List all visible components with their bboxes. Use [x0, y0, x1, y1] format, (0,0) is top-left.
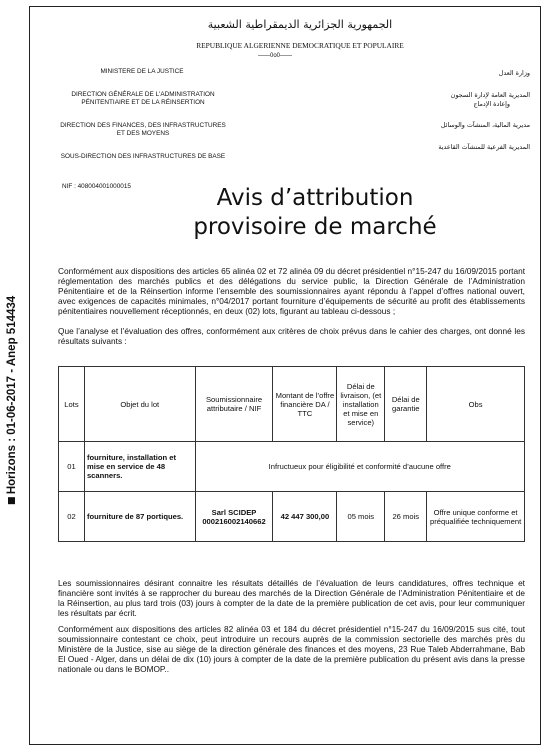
- french-title: REPUBLIQUE ALGERIENNE DEMOCRATIQUE ET POPULAIRE: [196, 41, 404, 50]
- header-delai-livraison: Délai de livraison, (et installation et mise en service): [337, 367, 385, 442]
- title-line-2: provisoire de marché: [193, 214, 437, 240]
- title-line-1: Avis d’attribution: [216, 185, 414, 211]
- paragraph-appeal: Conformément aux dispositions des articles 82 alinéa 03 et 184 du décret présidentiel n°15-247 du 16/09/2015 sus cité, tout soumissionnaire contestant ce choix, peut introduire un recours auprès de la commission sectorielle des marchés près du Ministère de la Justice, sise au siège de la direction générale des finances et des moyens, 23 Rue Taleb Abderrahmane, Bab El Oued - Alger, dans un délai de dix (10) jours à compter de la date de la première publication du présent avis dans la presse nationale ou dans le BOMOP..: [58, 624, 525, 674]
- square-icon: [8, 497, 15, 504]
- lot-number: 01: [59, 442, 85, 492]
- warranty-time: 26 mois: [385, 492, 427, 542]
- direction-finances-fr-1: DIRECTION DES FINANCES, DES INFRASTRUCTURES: [60, 122, 226, 129]
- sub-direction-ar: المديرية الفرعية للمنشآت القاعدية: [438, 143, 530, 151]
- header-soumissionnaire: Soumissionnaire attributaire / NIF: [195, 367, 273, 442]
- results-table: [58, 366, 525, 542]
- lot-object: fourniture de 87 portiques.: [84, 492, 195, 542]
- lot-number: 02: [59, 492, 85, 542]
- paragraph-results: Que l’analyse et l’évaluation des offres, conformément aux critères de choix prévus dans le cahier des charges, ont donné les résultats suivants :: [58, 326, 525, 346]
- offer-amount: 42 447 300,00: [273, 492, 337, 542]
- header-delai-garantie: Délai de garantie: [385, 367, 427, 442]
- table-header-row: [59, 367, 525, 442]
- header-objet: Objet du lot: [84, 367, 195, 442]
- observation: Offre unique conforme et préqualifiée techniquement: [427, 492, 525, 542]
- direction-finances-ar: مديرية المالية، المنشآت والوسائل: [440, 121, 530, 129]
- direction-finances-fr-2: ET DES MOYENS: [116, 130, 170, 137]
- awardee: [195, 492, 273, 542]
- header-lots: Lots: [59, 367, 85, 442]
- direction-general-ar-1: المديرية العامة لإدارة السجون: [450, 91, 530, 99]
- side-label-text: Horizons : 01-06-2017 - Anep 514434: [6, 295, 18, 495]
- delivery-time: 05 mois: [337, 492, 385, 542]
- ministry-ar: وزارة العدل: [498, 69, 530, 77]
- side-label: [0, 250, 24, 550]
- ministry-fr: MINISTERE DE LA JUSTICE: [100, 68, 184, 75]
- direction-general-ar-2: وإعادة الإدماج: [473, 100, 510, 108]
- notice-title: [170, 184, 460, 242]
- awardee-nif: 000216002140662: [202, 516, 266, 526]
- paragraph-details: Les soumissionnaires désirant connaitre les résultats détaillés de l’évaluation de leurs candidatures, offres technique et financière sont invités à se rapprocher du bureau des marchés de la Direction Générale de l’Administration Pénitentiaire et de la Réinsertion, au plus tard trois (03) jours à compter de la date de la première publication de cet avis, pour leur communiquer les résultats par écrit.: [58, 578, 525, 618]
- table-row: [59, 442, 525, 492]
- arabic-title: الجمهورية الجزائرية الديمقراطية الشعبية: [207, 18, 393, 31]
- header-obs: Obs: [427, 367, 525, 442]
- header-montant: Montant de l’offre financière DA / TTC: [273, 367, 337, 442]
- lot-object: fourniture, installation et mise en service de 48 scanners.: [84, 442, 195, 492]
- table-row: [59, 492, 525, 542]
- awardee-name: Sarl SCIDEP: [211, 507, 257, 517]
- paragraph-intro: Conformément aux dispositions des articles 65 alinéa 02 et 72 alinéa 09 du décret présidentiel n°15-247 du 16/09/2015 portant réglementation des marchés publics et des délégations du service public, la Direction Générale de l’Administration Pénitentiaire et de la Réinsertion informe l’ensemble des soumissionnaires ayant répondu à l’appel d’offres national ouvert, avec exigences de capacités minimales, n°04/2017 portant fourniture d’équipements de sécurité au profit des établissements pénitentiaires nouvellement réceptionnés, en deux (02) lots, figurant au tableau ci-dessous ;: [58, 266, 525, 316]
- direction-general-fr-2: PÉNITENTIAIRE ET DE LA RÉINSERTION: [81, 99, 205, 106]
- lot-result: Infructueux pour éligibilité et conformité d’aucune offre: [195, 442, 524, 492]
- nif: NIF : 408004001000015: [62, 183, 131, 190]
- sub-direction-fr: SOUS-DIRECTION DES INFRASTRUCTURES DE BASE: [60, 153, 226, 160]
- direction-general-fr-1: DIRECTION GÉNÉRALE DE L'ADMINISTRATION: [71, 91, 215, 98]
- separator: ——0o0——: [257, 53, 292, 59]
